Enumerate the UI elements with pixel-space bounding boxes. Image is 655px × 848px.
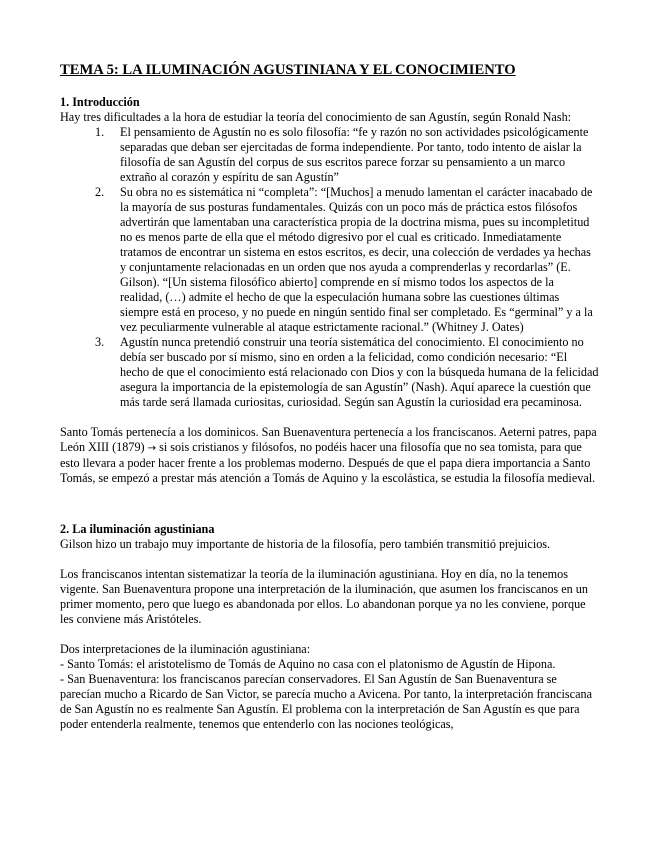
paragraph-san-buenaventura: - San Buenaventura: los franciscanos parecían conservadores. El San Agustín de San Buenaventura se parecían mucho a Ricardo de San Victor, se parecía mucho a Avicena. Por tanto, la interpretación franciscana de San Agustín no es realmente San Agustín. El problema con la interpretación de San Agustín es que para poder entenderla realmente, tenemos que entenderlo con las nociones teológicas, xyxy=(60,672,592,731)
document-title: TEMA 5: LA ILUMINACIÓN AGUSTINIANA Y EL CONOCIMIENTO xyxy=(60,62,516,78)
list-item-text: El pensamiento de Agustín no es solo filosofía: “fe y razón no son actividades psicológicamente separadas que deban ser ejercitadas de forma independiente. Por tanto, todo intento de aislar la filosofía de san Agustín del corpus de sus escritos parece forzar su pensamiento a un marco extraño al corazón y espíritu de san Agustín” xyxy=(120,125,589,184)
right-arrow-icon: → xyxy=(147,443,157,454)
list-item xyxy=(95,125,599,185)
paragraph-interpretaciones: Dos interpretaciones de la iluminación agustiniana: xyxy=(60,642,311,656)
section-1-intro: Hay tres dificultades a la hora de estudiar la teoría del conocimiento de san Agustín, según Ronald Nash: xyxy=(60,110,572,124)
difficulties-list xyxy=(60,125,599,410)
list-item-text: Agustín nunca pretendió construir una teoría sistemática del conocimiento. El conocimiento no debía ser buscado por sí mismo, sino en orden a la felicidad, como condición necesario: “El hecho de que el conocimiento está relacionado con Dios y con la búsqueda humana de la felicidad asegura la importancia de la epistemología de san Agustín” (Nash). Aquí aparece la cuestión que más tarde será llamada curiositas, curiosidad. Según san Agustín la curiosidad era pecaminosa. xyxy=(120,335,599,409)
paragraph-franciscanos: Los franciscanos intentan sistematizar la teoría de la iluminación agustiniana. Hoy en día, no la tenemos vigente. San Buenaventura propone una interpretación de la iluminación, que asumen los franciscanos en un primer momento, pero que luego es abandonada por ellos. Lo abandonan porque ya no les conviene, porque les conviene más Aristóteles. xyxy=(60,567,588,626)
paragraph-dominicos xyxy=(60,425,599,486)
list-item-number: 2. xyxy=(95,185,105,199)
paragraph-text: si sois cristianos y filósofos, no podéis hacer una filosofía que no sea tomista, para que esto llevara a poder hacer frente a los problemas moderno. Después de que el papa diera importancia a Santo Tomás, se empezó a prestar más atención a Tomás de Aquino y la escolástica, se estudia la filosofía medieval. xyxy=(60,440,596,485)
paragraph-santo-tomas: - Santo Tomás: el aristotelismo de Tomás de Aquino no casa con el platonismo de Agustín de Hipona. xyxy=(60,657,556,671)
list-item xyxy=(95,185,599,335)
section-2-heading: 2. La iluminación agustiniana xyxy=(60,522,215,536)
paragraph-text: Santo Tomás pertenecía a los dominicos. San Buenaventura pertenecía a los franciscanos. Aeterni patres, papa León XIII (1879) xyxy=(60,425,597,454)
section-1-heading: 1. Introducción xyxy=(60,95,140,109)
list-item-number: 1. xyxy=(95,125,105,139)
list-item-number: 3. xyxy=(95,335,105,349)
list-item xyxy=(95,335,599,410)
list-item-text: Su obra no es sistemática ni “completa”: “[Muchos] a menudo lamentan el carácter inacabado de la mayoría de sus posturas fundamentales. Quizás con un poco más de práctica estos filósofos advertirán que lamentaban una característica propia de la doctrina misma, pues su incompletitud no es menos parte de ella que el método digresivo por el cual es criticado. Inmediatamente tratamos de encontrar un sistema en estos escritos, es decir, una colección de verdades ya hechas y conjuntamente relacionadas en un orden que nos ayuda a comprenderlas y recordarlas” (E. Gilson). “[Un sistema filosófico abierto] comprende en sí mismo todos los aspectos de la realidad, (…) admite el hecho de que la especulación humana sobre las cuestiones últimas siempre está en proceso, y no puede en ningún sentido final ser completado. Es “germinal” y a la vez peculiarmente vulnerable al ataque estrictamente racional.” (Whitney J. Oates) xyxy=(120,185,593,334)
paragraph-gilson: Gilson hizo un trabajo muy importante de historia de la filosofía, pero también transmitió prejuicios. xyxy=(60,537,551,551)
